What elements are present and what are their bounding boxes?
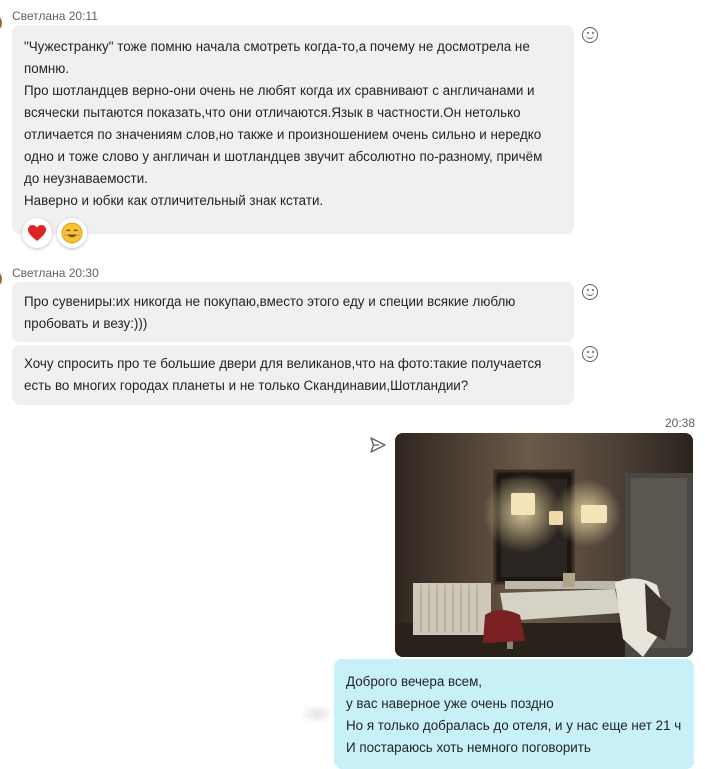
outgoing-message-bubble[interactable] [334,659,694,769]
message-line: "Чужестранку" тоже помню начала смотреть когда-то,а почему не досмотрела не [24,39,530,54]
message-line: одно и тоже слово у англичан и шотландцев звучит абсолютно по-разному, причём [24,149,543,164]
message-line: до неузнаваемости. [24,171,148,186]
add-reaction-icon[interactable] [582,346,598,362]
message-meta [12,266,99,280]
heart-icon [27,224,47,242]
message-line: Про шотландцев верно-они очень не любят когда их сравнивают с англичанами и [24,83,535,98]
add-reaction-icon[interactable] [582,284,598,300]
message-time: 20:30 [68,266,99,280]
message-line: всячески пытаются показать,что они отличаются.Язык в частности.Он нетолько [24,105,521,120]
message-line: пробовать и везу:))) [24,316,148,331]
sender-name: Светлана [12,9,66,23]
message-time: 20:38 [665,416,696,430]
message-line: отличается по значениям слов,но также и произношением очень сильно и нередко [24,127,542,142]
message-meta [12,9,98,23]
message-bubble[interactable] [12,25,574,234]
message-line: Наверно и юбки как отличительный знак кстати. [24,193,324,208]
message-bubble[interactable] [12,345,574,405]
hotel-room-photo[interactable] [395,433,693,657]
sender-name: Светлана [12,266,66,280]
heart-reaction[interactable] [22,218,52,248]
message-line: Доброго вечера всем, [346,674,483,689]
smiling-face-icon [61,222,83,244]
smile-reaction[interactable] [57,218,87,248]
add-reaction-icon[interactable] [582,27,598,43]
message-line: помню. [24,61,70,76]
message-line: у вас наверное уже очень поздно [346,696,554,711]
sender-avatar[interactable] [0,14,2,32]
selection-smudge [300,704,334,724]
message-line: Но я только добралась до отеля, и у нас еще нет 21 ч [346,718,682,733]
send-status-icon [369,436,387,454]
message-time: 20:11 [68,9,98,23]
message-line: Хочу спросить про те большие двери для великанов,что на фото:такие получается [24,356,542,371]
message-line: Про сувениры:их никогда не покупаю,вместо этого еду и специи всякие люблю [24,294,516,309]
message-line: есть во многих городах планеты и не только Скандинавии,Шотландии? [24,378,469,393]
sender-avatar[interactable] [0,270,2,288]
message-line: И постараюсь хоть немного поговорить [346,740,591,755]
message-bubble[interactable] [12,282,574,342]
